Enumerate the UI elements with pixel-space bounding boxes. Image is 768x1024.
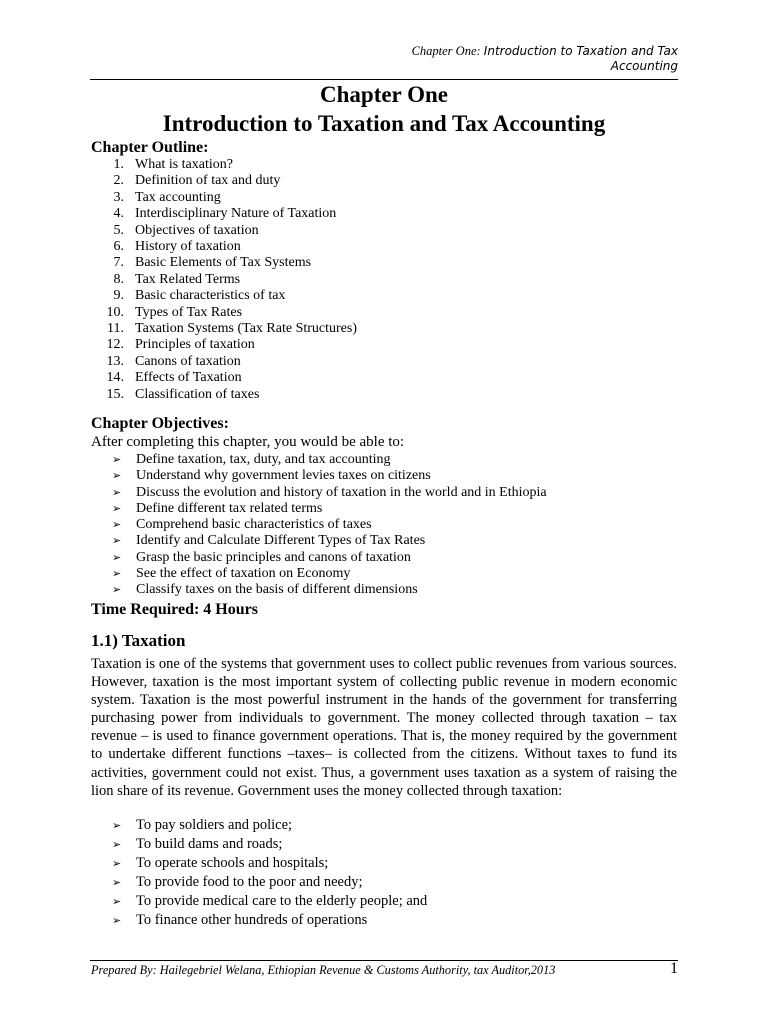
list-item: ➢ To provide food to the poor and needy; xyxy=(91,873,427,892)
list-item: 13. Canons of taxation xyxy=(106,353,241,369)
arrow-bullet-icon: ➢ xyxy=(112,551,122,564)
list-item: 6. History of taxation xyxy=(113,239,241,255)
arrow-bullet-icon: ➢ xyxy=(112,584,122,597)
objectives-intro: After completing this chapter, you would be able to: xyxy=(91,434,405,450)
chapter-subtitle: Introduction to Taxation and Tax Accounting xyxy=(162,111,606,136)
arrow-bullet-icon: ➢ xyxy=(112,568,122,581)
list-item: ➢ Understand why government levies taxes on citizens xyxy=(91,468,547,484)
outline-heading: Chapter Outline: xyxy=(91,139,209,156)
list-item: ➢ Define different tax related terms xyxy=(91,501,547,517)
arrow-bullet-icon: ➢ xyxy=(112,470,122,483)
list-item: ➢ See the effect of taxation on Economy xyxy=(91,566,547,582)
list-item: 9. Basic characteristics of tax xyxy=(113,288,286,304)
arrow-bullet-icon: ➢ xyxy=(112,519,122,532)
arrow-bullet-icon: ➢ xyxy=(112,839,122,851)
list-item: 14. Effects of Taxation xyxy=(106,370,242,386)
list-item: ➢ To pay soldiers and police; xyxy=(91,816,427,835)
footer-rule xyxy=(90,960,678,961)
list-item: 8. Tax Related Terms xyxy=(113,271,241,287)
arrow-bullet-icon: ➢ xyxy=(112,858,122,870)
list-item: 2. Definition of tax and duty xyxy=(113,173,281,189)
section-heading: 1.1) Taxation xyxy=(91,631,186,650)
list-item: ➢ To provide medical care to the elderly people; and xyxy=(91,892,427,911)
arrow-bullet-icon: ➢ xyxy=(112,915,122,927)
arrow-bullet-icon: ➢ xyxy=(112,502,122,515)
page-number: 1 xyxy=(670,960,678,977)
running-header xyxy=(298,44,678,74)
time-required: Time Required: 4 Hours xyxy=(91,601,258,618)
list-item: ➢ To finance other hundreds of operations xyxy=(91,911,427,930)
list-item: ➢ Grasp the basic principles and canons of taxation xyxy=(91,550,547,566)
arrow-bullet-icon: ➢ xyxy=(112,877,122,889)
objectives-heading: Chapter Objectives: xyxy=(91,415,229,432)
arrow-bullet-icon: ➢ xyxy=(112,454,122,466)
arrow-bullet-icon: ➢ xyxy=(112,896,122,908)
list-item: 1. What is taxation? xyxy=(113,157,233,172)
outline-list xyxy=(91,157,357,403)
header-rule xyxy=(90,79,678,80)
objectives-list xyxy=(91,452,547,599)
list-item: ➢ Classify taxes on the basis of different dimensions xyxy=(91,582,547,598)
list-item: 12. Principles of taxation xyxy=(106,337,255,353)
running-header-title: Introduction to Taxation and Tax xyxy=(483,44,678,58)
chapter-title: Chapter One xyxy=(320,82,448,107)
list-item: ➢ To operate schools and hospitals; xyxy=(91,854,427,873)
arrow-bullet-icon: ➢ xyxy=(112,486,122,499)
running-header-title-line2: Accounting xyxy=(610,59,678,73)
running-header-label: Chapter One: xyxy=(411,44,481,58)
arrow-bullet-icon: ➢ xyxy=(112,820,122,832)
list-item: 10. Types of Tax Rates xyxy=(106,304,243,320)
list-item: 7. Basic Elements of Tax Systems xyxy=(113,255,312,271)
arrow-bullet-icon: ➢ xyxy=(112,535,122,548)
list-item: 11. Taxation Systems (Tax Rate Structures) xyxy=(107,321,357,337)
list-item: ➢ Define taxation, tax, duty, and tax accounting xyxy=(91,452,547,468)
list-item: 5. Objectives of taxation xyxy=(113,222,259,238)
list-item: ➢ Discuss the evolution and history of taxation in the world and in Ethiopia xyxy=(91,485,547,501)
list-item: ➢ Identify and Calculate Different Types of Tax Rates xyxy=(91,533,547,549)
uses-list xyxy=(91,816,427,930)
list-item: ➢ To build dams and roads; xyxy=(91,835,427,854)
list-item: 15. Classification of taxes xyxy=(106,386,260,402)
list-item: 4. Interdisciplinary Nature of Taxation xyxy=(113,206,337,222)
list-item: ➢ Comprehend basic characteristics of taxes xyxy=(91,517,547,533)
list-item: 3. Tax accounting xyxy=(113,189,221,205)
footer-credit: Prepared By: Hailegebriel Welana, Ethiopian Revenue & Customs Authority, tax Auditor,2013 xyxy=(91,963,556,977)
section-paragraph: Taxation is one of the systems that government uses to collect public revenues from various sources. However, taxation is the most important system of collecting public revenue in modern economic system. Taxation is the most powerful instrument in the hands of the government for transferring purchasing power from individuals to government. The money collected through taxation – tax revenue – is used to finance government operations. That is, the money required by the government to undertake different functions –taxes– is collected from the citizens. Without taxes to fund its activities, government could not exist. Thus, a government uses taxation as a system of raising the lion share of its revenue. Government uses the money collected through taxation: xyxy=(91,656,678,799)
